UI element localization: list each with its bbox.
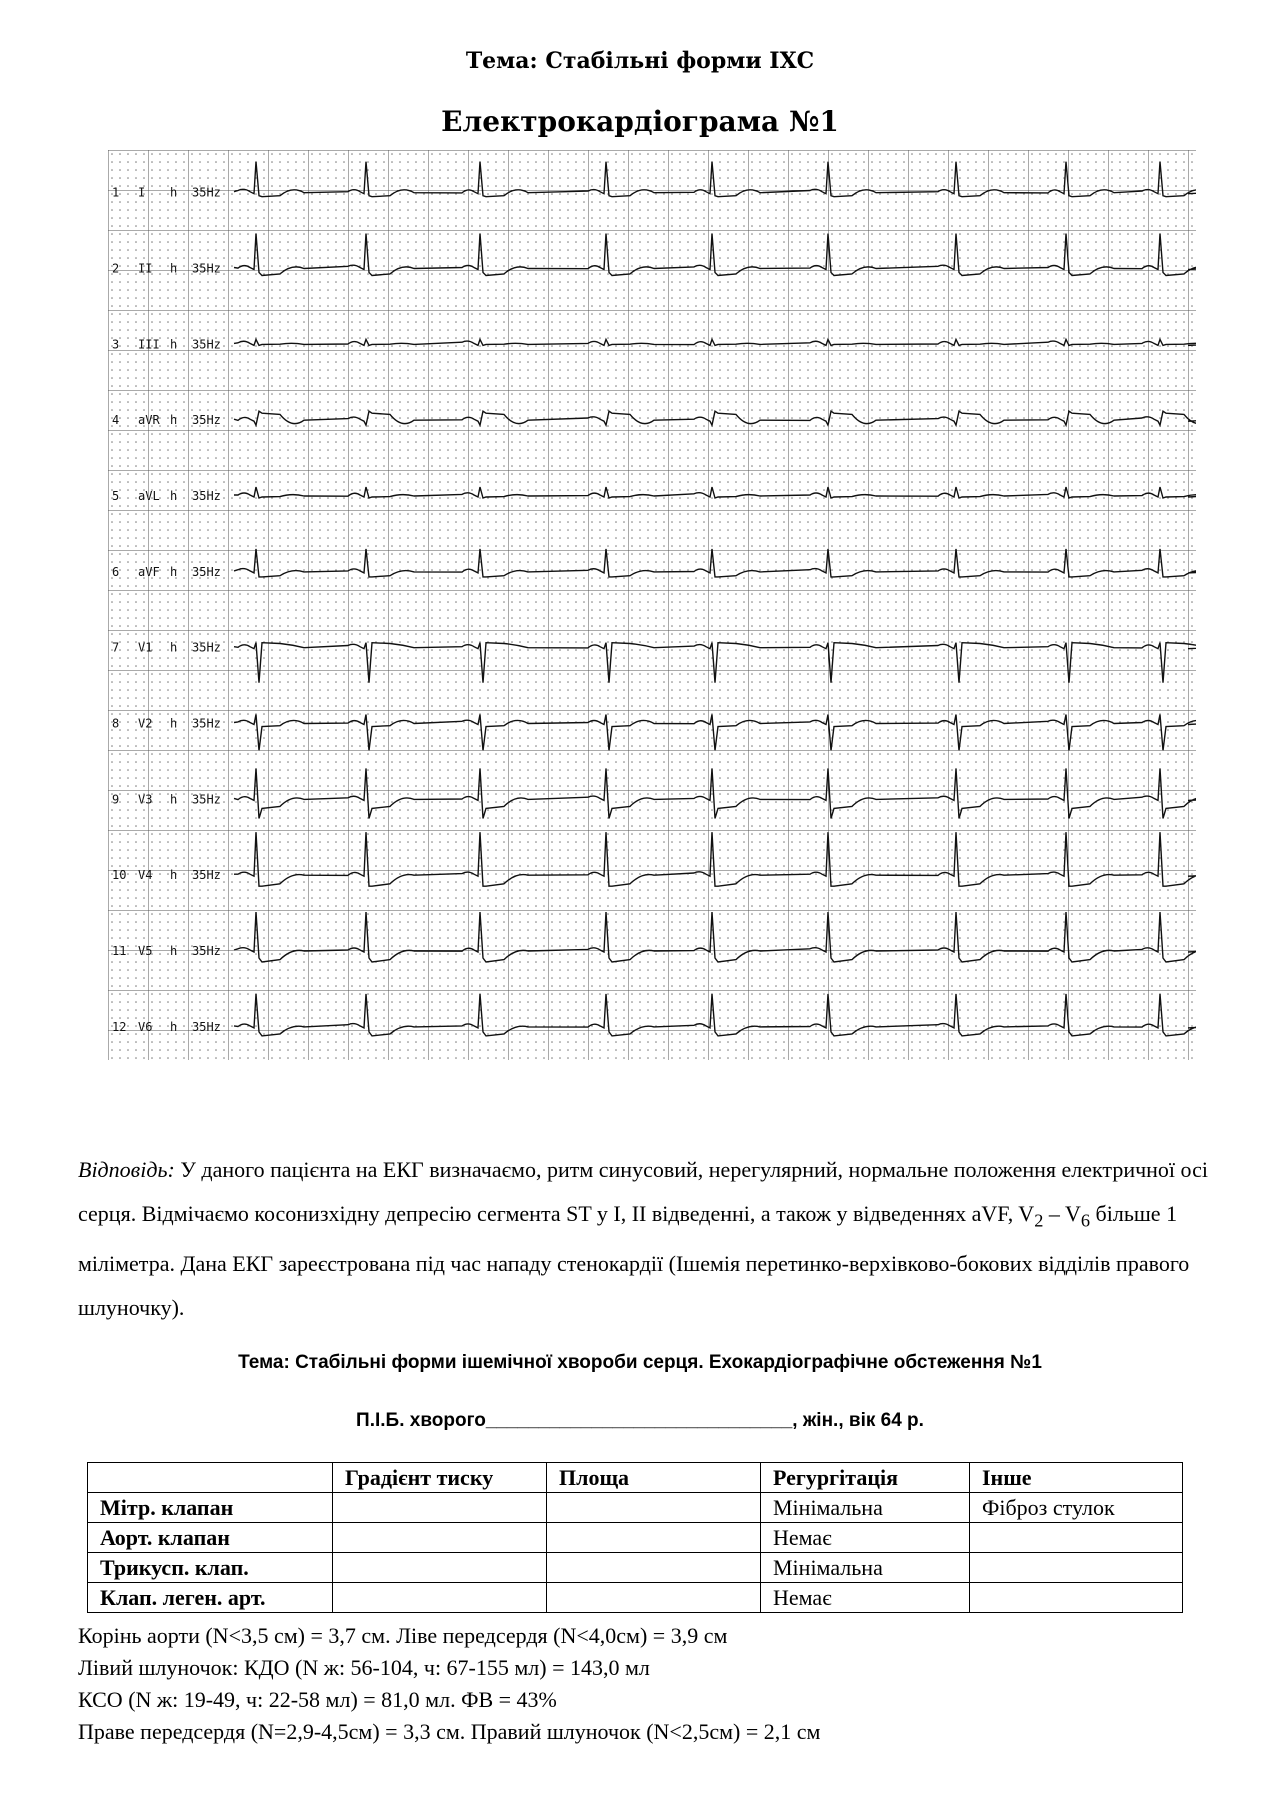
lead-label-text: III xyxy=(138,337,160,352)
patient-line: П.І.Б. хворого_____________________________, жін., вік 64 р. xyxy=(356,1410,924,1431)
lead-label-text: aVF xyxy=(138,564,160,579)
answer-sub-1: 2 xyxy=(1034,1210,1044,1231)
measurement-line: Лівий шлуночок: КДО (N ж: 56-104, ч: 67-155 мл) = 143,0 мл xyxy=(78,1655,650,1680)
table-cell: Немає xyxy=(761,1583,970,1613)
table-row xyxy=(88,1553,1183,1583)
ecg-title: Електрокардіограма №1 xyxy=(441,105,839,138)
lead-label-text: 9 xyxy=(112,792,120,807)
lead-label-text: 35Hz xyxy=(192,868,221,883)
lead-label-text: V4 xyxy=(138,868,153,883)
lead-label-text: V6 xyxy=(138,1019,153,1034)
table-cell: Мінімальна xyxy=(761,1553,970,1583)
table-row xyxy=(88,1493,1183,1523)
lead-label-text: 6 xyxy=(112,564,120,579)
lead-label-text: 2 xyxy=(112,261,120,276)
lead-label-text: h xyxy=(170,489,178,504)
lead-label-text: aVR xyxy=(138,413,160,428)
lead-label-text: 3 xyxy=(112,337,120,352)
lead-label-text: 35Hz xyxy=(192,944,221,959)
table-cell: Клап. леген. арт. xyxy=(88,1583,333,1613)
lead-label-text: h xyxy=(170,185,178,200)
lead-label-text: h xyxy=(170,640,178,655)
answer-label: Відповідь: xyxy=(78,1157,175,1182)
table-cell xyxy=(547,1493,761,1523)
table-cell: Трикусп. клап. xyxy=(88,1553,333,1583)
table-cell: Мінімальна xyxy=(761,1493,970,1523)
table-cell xyxy=(547,1553,761,1583)
lead-label-text: V1 xyxy=(138,640,153,655)
ecg-strip xyxy=(108,150,1196,1060)
lead-label-text: 35Hz xyxy=(192,640,221,655)
table-cell: Мітр. клапан xyxy=(88,1493,333,1523)
lead-label-text: 12 xyxy=(112,1019,127,1034)
echo-title: Тема: Стабільні форми ішемічної хвороби серця. Ехокардіографічне обстеження №1 xyxy=(238,1352,1042,1373)
topic-title: Тема: Стабільні форми ІХС xyxy=(465,48,815,74)
lead-label-text: 35Hz xyxy=(192,792,221,807)
table-cell xyxy=(333,1583,547,1613)
answer-text-1: У даного пацієнта на ЕКГ визначаємо, ритм синусовий, нерегулярний, нормальне положення електричної осі серця. Відмічаємо косонизхідну депресію сегмента ST у I, II відведенні, а також у відведеннях aVF, V xyxy=(78,1157,1208,1226)
table-cell xyxy=(333,1553,547,1583)
lead-label-text: V5 xyxy=(138,944,153,959)
lead-label-text: 35Hz xyxy=(192,489,221,504)
lead-label-text: 5 xyxy=(112,489,120,504)
lead-label-text: h xyxy=(170,792,178,807)
table-cell xyxy=(333,1523,547,1553)
table-cell: Аорт. клапан xyxy=(88,1523,333,1553)
lead-label-text: 8 xyxy=(112,716,120,731)
table-cell xyxy=(547,1523,761,1553)
lead-label-text: h xyxy=(170,337,178,352)
lead-label-text: 1 xyxy=(112,185,120,200)
valves-table xyxy=(87,1462,1183,1613)
table-header-cell xyxy=(88,1463,333,1493)
lead-label-text: 7 xyxy=(112,640,120,655)
lead-label-text: h xyxy=(170,1019,178,1034)
table-cell xyxy=(970,1583,1183,1613)
lead-label-text: V3 xyxy=(138,792,153,807)
lead-label-text: 35Hz xyxy=(192,716,221,731)
lead-label-text: 35Hz xyxy=(192,337,221,352)
lead-label-text: h xyxy=(170,564,178,579)
measurement-line: КСО (N ж: 19-49, ч: 22-58 мл) = 81,0 мл. ФВ = 43% xyxy=(78,1687,557,1712)
lead-label-text: 10 xyxy=(112,868,127,883)
lead-label-text: h xyxy=(170,868,178,883)
answer-text-3: більше 1 міліметра. Дана ЕКГ зареєстрована під час нападу стенокардії (Ішемія перетинко-верхівково-бокових відділів правого шлуночку). xyxy=(78,1201,1190,1321)
table-cell: Фіброз стулок xyxy=(970,1493,1183,1523)
lead-label-text: I xyxy=(138,185,146,200)
lead-label-text: h xyxy=(170,944,178,959)
lead-label-text: h xyxy=(170,261,178,276)
measurement-line: Праве передсердя (N=2,9-4,5см) = 3,3 см. Правий шлуночок (N<2,5см) = 2,1 см xyxy=(78,1719,821,1744)
measurement-line: Корінь аорти (N<3,5 см) = 3,7 см. Ліве передсердя (N<4,0см) = 3,9 см xyxy=(78,1623,728,1648)
lead-label-text: 35Hz xyxy=(192,261,221,276)
lead-label-text: aVL xyxy=(138,489,160,504)
table-row xyxy=(88,1523,1183,1553)
lead-label-text: V2 xyxy=(138,716,153,731)
table-row xyxy=(88,1583,1183,1613)
table-cell xyxy=(970,1523,1183,1553)
answer-text-2: – V xyxy=(1043,1201,1081,1226)
table-header-row xyxy=(88,1463,1183,1493)
lead-label-text: 4 xyxy=(112,413,120,428)
table-header-cell: Регургітація xyxy=(761,1463,970,1493)
table-cell xyxy=(547,1583,761,1613)
lead-label-text: 35Hz xyxy=(192,185,221,200)
measurements xyxy=(78,1620,1238,1748)
answer-sub-2: 6 xyxy=(1080,1210,1091,1231)
lead-label-text: 35Hz xyxy=(192,1019,221,1034)
lead-label-text: 35Hz xyxy=(192,564,221,579)
lead-label-text: II xyxy=(138,261,153,276)
lead-label-text: 11 xyxy=(112,944,127,959)
table-header-cell: Інше xyxy=(970,1463,1183,1493)
table-cell: Немає xyxy=(761,1523,970,1553)
table-header-cell: Площа xyxy=(547,1463,761,1493)
lead-label-text: h xyxy=(170,716,178,731)
table-cell xyxy=(333,1493,547,1523)
table-cell xyxy=(970,1553,1183,1583)
lead-label-text: h xyxy=(170,413,178,428)
lead-label-text: 35Hz xyxy=(192,413,221,428)
answer-paragraph xyxy=(78,1148,1238,1330)
table-header-cell: Градієнт тиску xyxy=(333,1463,547,1493)
